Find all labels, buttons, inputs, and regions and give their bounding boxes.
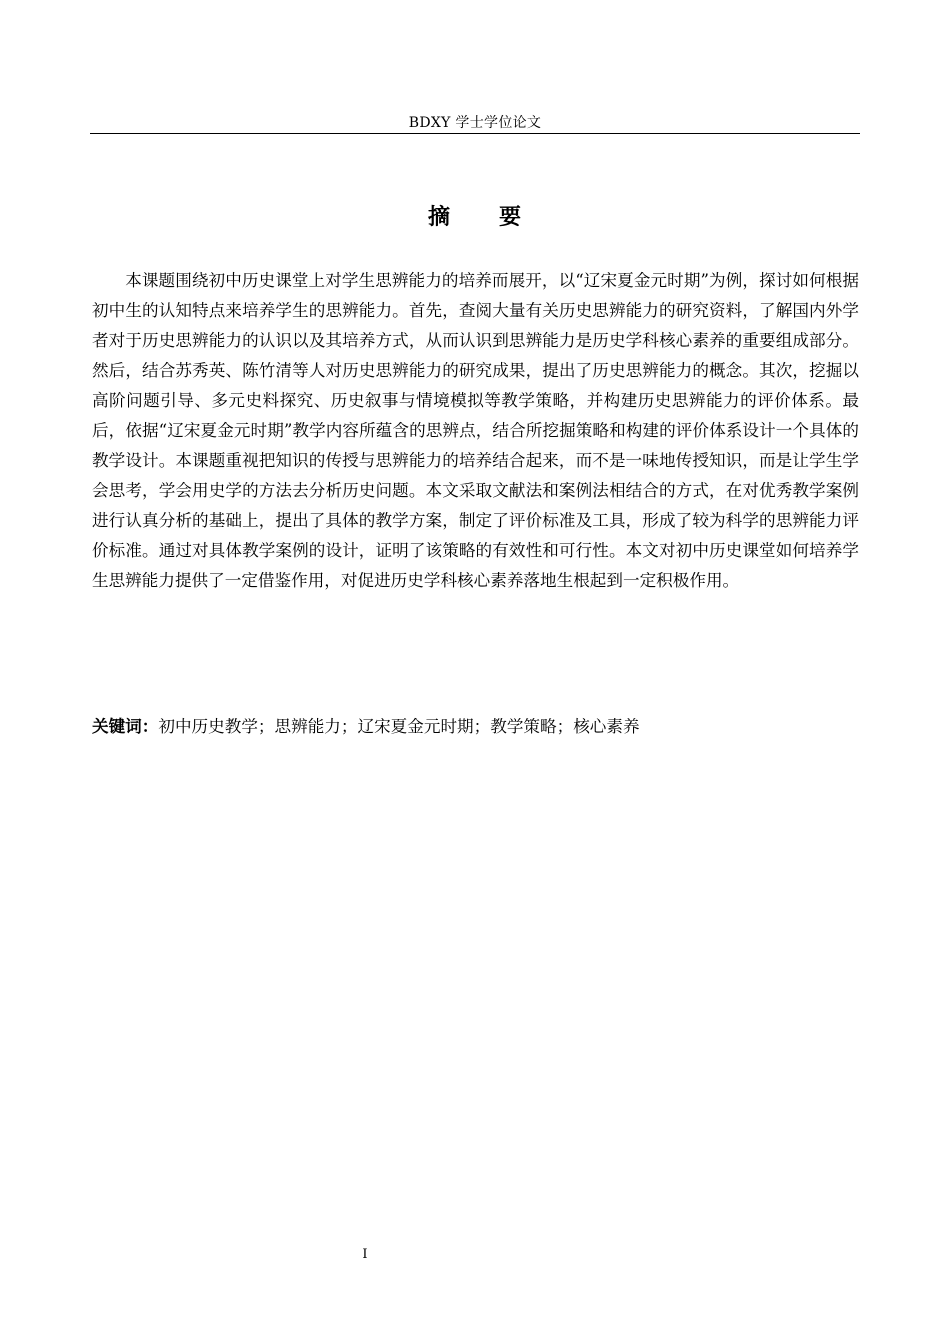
- abstract-body: 本课题围绕初中历史课堂上对学生思辨能力的培养而展开，以“辽宋夏金元时期”为例，探讨如何根据初中生的认知特点来培养学生的思辨能力。首先，查阅大量有关历史思辨能力的研究资料，了解国内外学者对于历史思辨能力的认识以及其培养方式，从而认识到思辨能力是历史学科核心素养的重要组成部分。然后，结合苏秀英、陈竹清等人对历史思辨能力的研究成果，提出了历史思辨能力的概念。其次，挖掘以高阶问题引导、多元史料探究、历史叙事与情境模拟等教学策略，并构建历史思辨能力的评价体系。最后，依据“辽宋夏金元时期”教学内容所蕴含的思辨点，结合所挖掘策略和构建的评价体系设计一个具体的教学设计。本课题重视把知识的传授与思辨能力的培养结合起来，而不是一味地传授知识，而是让学生学会思考，学会用史学的方法去分析历史问题。本文采取文献法和案例法相结合的方式，在对优秀教学案例进行认真分析的基础上，提出了具体的教学方案，制定了评价标准及工具，形成了较为科学的思辨能力评价标准。通过对具体教学案例的设计，证明了该策略的有效性和可行性。本文对初中历史课堂如何培养学生思辨能力提供了一定借鉴作用，对促进历史学科核心素养落地生根起到一定积极作用。: [92, 271, 859, 590]
- running-header: BDXY 学士学位论文: [408, 115, 542, 131]
- abstract-title: [90, 200, 860, 236]
- keywords-label: 关键词：: [92, 717, 159, 736]
- header-divider: [90, 133, 860, 134]
- keywords-line: [92, 712, 859, 742]
- abstract-title-char-2: 要: [499, 205, 523, 230]
- page-number: I: [362, 1247, 368, 1262]
- keywords-text: 初中历史教学；思辨能力；辽宋夏金元时期；教学策略；核心素养: [158, 717, 640, 736]
- abstract-title-char-1: 摘: [427, 205, 451, 230]
